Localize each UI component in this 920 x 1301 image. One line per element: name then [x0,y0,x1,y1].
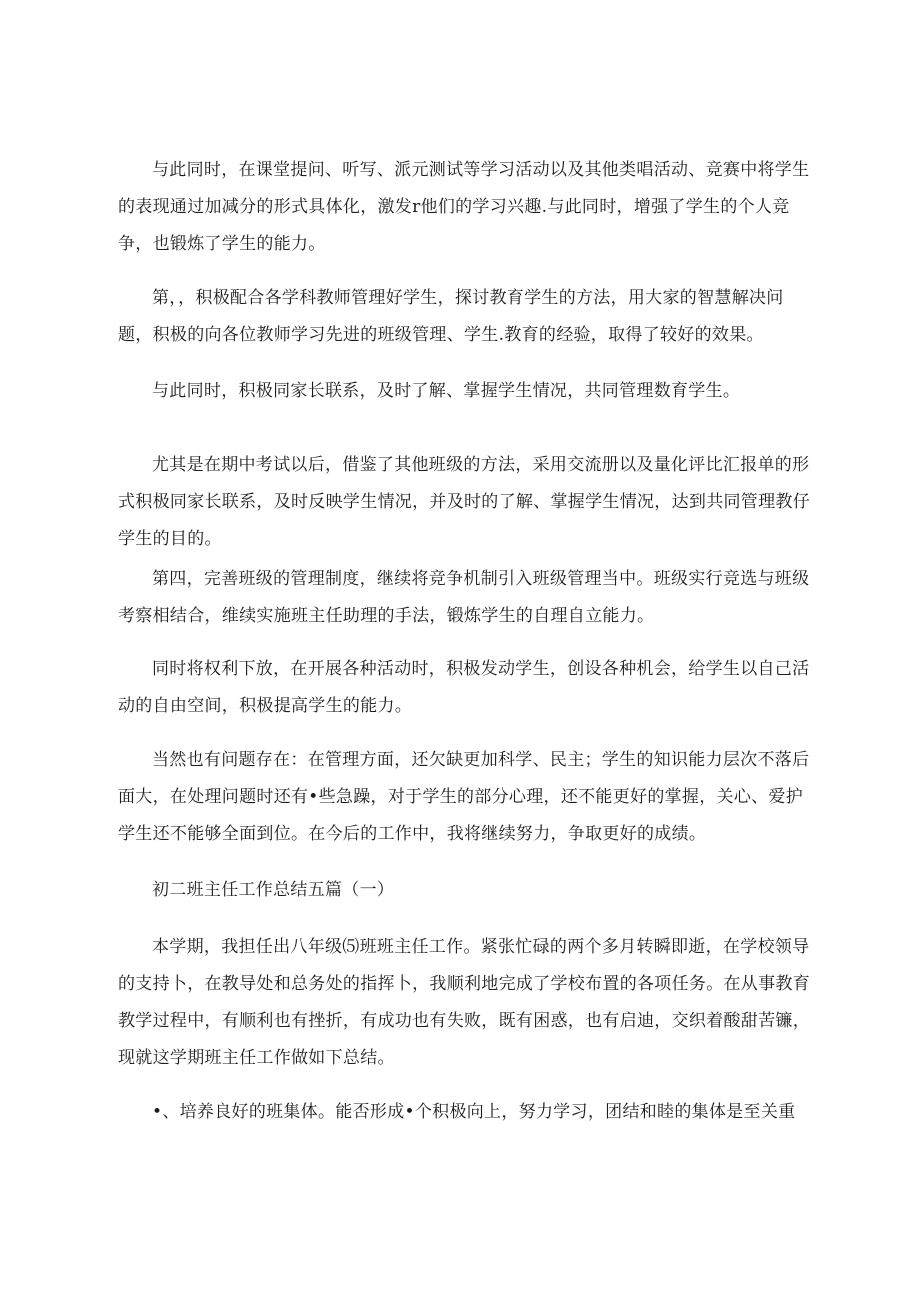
paragraph-8: 本学期，我担任出八年级⑸班班主任工作。紧张忙碌的两个多月转瞬即逝，在学校领导的支持卜，在教导处和总务处的指挥卜，我顺利地完成了学校布置的各项任务。在从事教育教学过程中，有顺利也有挫折，有成功也有失败，既有困惑，也有启迪，交织着酸甜苦镰，现就这学期班主任工作做如下总结。 [118,937,810,1068]
paragraph-1: 与此同时，在课堂提问、听写、派元测试等学习活动以及其他类唱活动、竞赛中将学生的表现通过加减分的形式具体化，激发r他们的学习兴趣.与此同时，增强了学生的个人竞争，也锻炼了学生的能力。 [118,160,810,254]
paragraph-7: 当然也有问题存在：在管理方面，还欠缺更加科学、民主；学生的知识能力层次不落后面大，在处理问题时还有•些急躁，对于学生的部分心理，还不能更好的掌握，关心、爱护学生还不能够全面到位。在今后的工作中，我将继续努力，争取更好的成绩。 [118,750,810,844]
paragraph-6: 同时将权利下放，在开展各种活动时，积极发动学生，创设各种机会，给学生以自己活动的自由空间，积极提高学生的能力。 [118,659,810,716]
paragraph-9: •、培养良好的班集体。能否形成•个积极向上，努力学习，团结和睦的集体是至关重 [152,1102,796,1122]
section-heading: 初二班主任工作总结五篇（一） [152,880,395,900]
paragraph-2: 第，，积极配合各学科教师管理好学生，探讨教育学生的方法，用大家的智慧解决问题，积极的向各位教师学习先进的班级管理、学生.教育的经验，取得了较好的效果。 [118,288,784,345]
paragraph-5: 第四，完善班级的管理制度，继续将竞争机制引入班级管理当中。班级实行竞选与班级考察相结合，维续实施班主任助理的手法，锻炼学生的自理自立能力。 [118,569,810,626]
paragraph-3: 与此同时，积极同家长联系，及时了解、掌握学生情况，共同管理数育学生。 [152,381,741,401]
paragraph-4: 尤其是在期中考试以后，借鉴了其他班级的方法，采用交流册以及量化评比汇报单的形式积极同家长联系，及时反映学生情况，并及时的了解、掌握学生情况，达到共同管理教仔学生的目的。 [118,455,810,549]
